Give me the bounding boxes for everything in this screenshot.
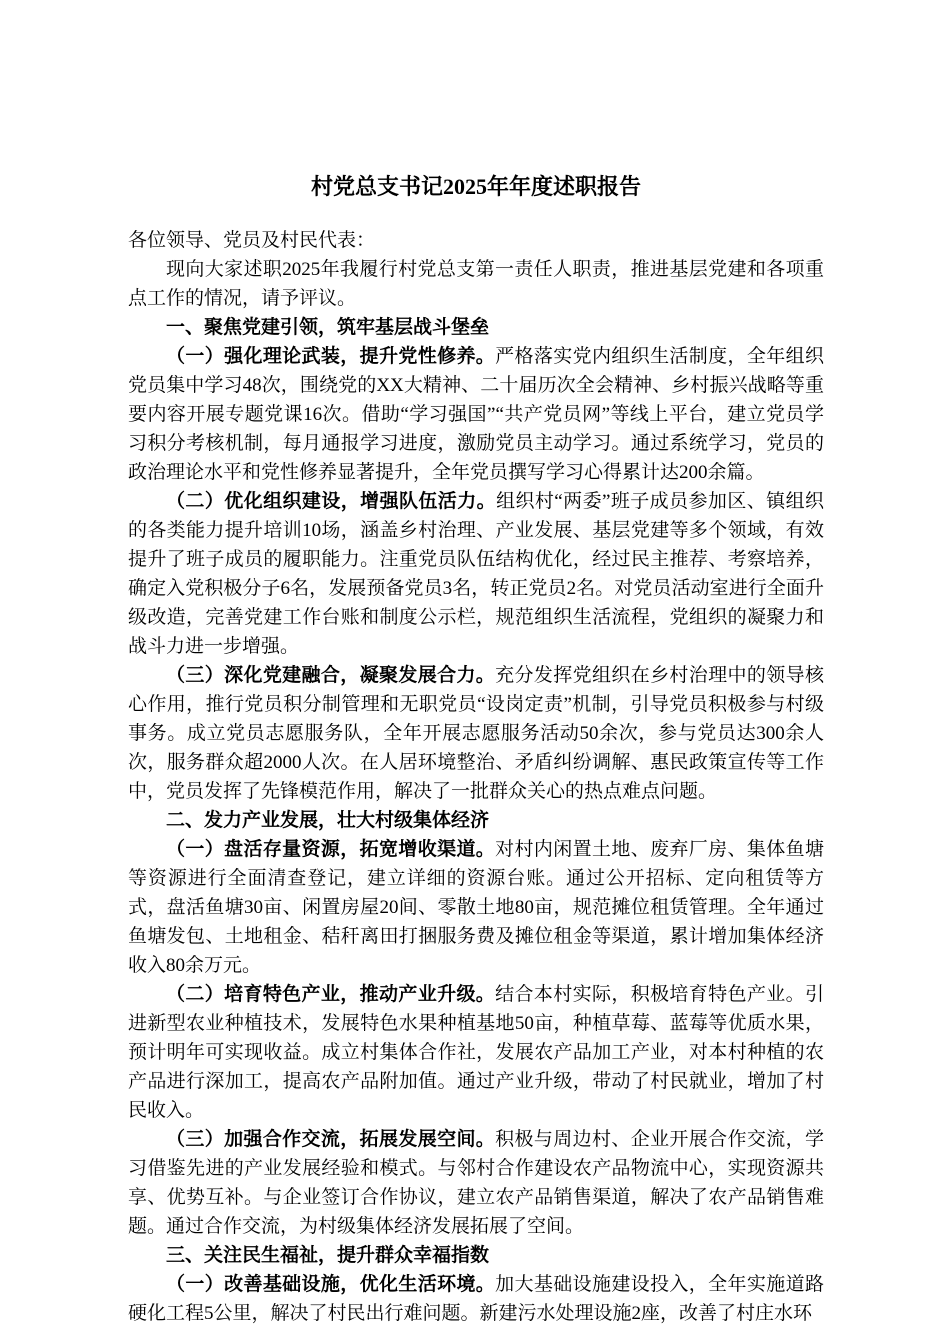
paragraph-2-2-body: 结合本村实际，积极培育特色产业。引进新型农业种植技术，发展特色水果种植基地50亩，种植草莓、蓝莓等优质水果，预计明年可实现收益。成立村集体合作社，发展农产品加工产业，对本村种植的农产品进行深加工，提高农产品附加值。通过产业升级，带动了村民就业，增加了村民收入。 — [128, 984, 824, 1121]
section-heading-1: 一、聚焦党建引领，筑牢基层战斗堡垒 — [166, 317, 490, 338]
paragraph-3-1-lead: （一）改善基础设施，优化生活环境。 — [166, 1274, 496, 1295]
paragraph-1-2-body: 组织村“两委”班子成员参加区、镇组织的各类能力提升培训10场，涵盖乡村治理、产业发展、基层党建等多个领域，有效提升了班子成员的履职能力。注重党员队伍结构优化，经过民主推荐、考察培养，确定入党积极分子6名，发展预备党员3名，转正党员2名。对党员活动室进行全面升级改造，完善党建工作台账和制度公示栏，规范组织生活流程，党组织的凝聚力和战斗力进一步增强。 — [128, 491, 824, 657]
paragraph-3-1 — [128, 1270, 824, 1328]
paragraph-2-1-lead: （一）盘活存量资源，拓宽增收渠道。 — [166, 839, 496, 860]
document-title: 村党总支书记2025年年度述职报告 — [310, 174, 641, 199]
intro-paragraph: 现向大家述职2025年我履行村党总支第一责任人职责，推进基层党建和各项重点工作的情况，请予评议。 — [128, 259, 824, 309]
paragraph-3-1-body: 加大基础设施建设投入，全年实施道路硬化工程5公里，解决了村民出行难问题。新建污水处理设施2座，改善了村庄水环 — [128, 1274, 824, 1324]
section-heading-2: 二、发力产业发展，壮大村级集体经济 — [166, 810, 490, 831]
paragraph-1-1-lead: （一）强化理论武装，提升党性修养。 — [166, 346, 496, 367]
paragraph-2-2 — [128, 980, 824, 1125]
paragraph-2-1-body: 对村内闲置土地、废弃厂房、集体鱼塘等资源进行全面清查登记，建立详细的资源台账。通过公开招标、定向租赁等方式，盘活鱼塘30亩、闲置房屋20间、零散土地80亩，规范摊位租赁管理。全年通过鱼塘发包、土地租金、秸秆离田打捆服务费及摊位租金等渠道，累计增加集体经济收入80余万元。 — [128, 839, 824, 976]
paragraph-1-3-body: 充分发挥党组织在乡村治理中的领导核心作用，推行党员积分制管理和无职党员“设岗定责”机制，引导党员积极参与村级事务。成立党员志愿服务队，全年开展志愿服务活动50余次，参与党员达300余人次，服务群众超2000人次。在人居环境整治、矛盾纠纷调解、惠民政策宣传等工作中，党员发挥了先锋模范作用，解决了一批群众关心的热点难点问题。 — [128, 665, 824, 802]
paragraph-1-3-lead: （三）深化党建融合，凝聚发展合力。 — [166, 665, 496, 686]
paragraph-1-2-lead: （二）优化组织建设，增强队伍活力。 — [166, 491, 497, 512]
paragraph-1-1 — [128, 342, 824, 487]
paragraph-2-1 — [128, 835, 824, 980]
section-heading-3: 三、关注民生福祉，提升群众幸福指数 — [166, 1245, 490, 1266]
paragraph-1-1-body: 严格落实党内组织生活制度，全年组织党员集中学习48次，围绕党的XX大精神、二十届历次全会精神、乡村振兴战略等重要内容开展专题党课16次。借助“学习强国”“共产党员网”等线上平台，建立党员学习积分考核机制，每月通报学习进度，激励党员主动学习。通过系统学习，党员的政治理论水平和党性修养显著提升，全年党员撰写学习心得累计达200余篇。 — [128, 346, 824, 483]
paragraph-2-3-lead: （三）加强合作交流，拓展发展空间。 — [166, 1129, 496, 1150]
paragraph-1-2 — [128, 487, 824, 661]
paragraph-2-3 — [128, 1125, 824, 1241]
paragraph-1-3 — [128, 661, 824, 806]
paragraph-2-3-body: 积极与周边村、企业开展合作交流，学习借鉴先进的产业发展经验和模式。与邻村合作建设农产品物流中心，实现资源共享、优势互补。与企业签订合作协议，建立农产品销售渠道，解决了农产品销售难题。通过合作交流，为村级集体经济发展拓展了空间。 — [128, 1129, 824, 1237]
paragraph-2-2-lead: （二）培育特色产业，推动产业升级。 — [166, 984, 496, 1005]
salutation: 各位领导、党员及村民代表： — [128, 230, 376, 251]
